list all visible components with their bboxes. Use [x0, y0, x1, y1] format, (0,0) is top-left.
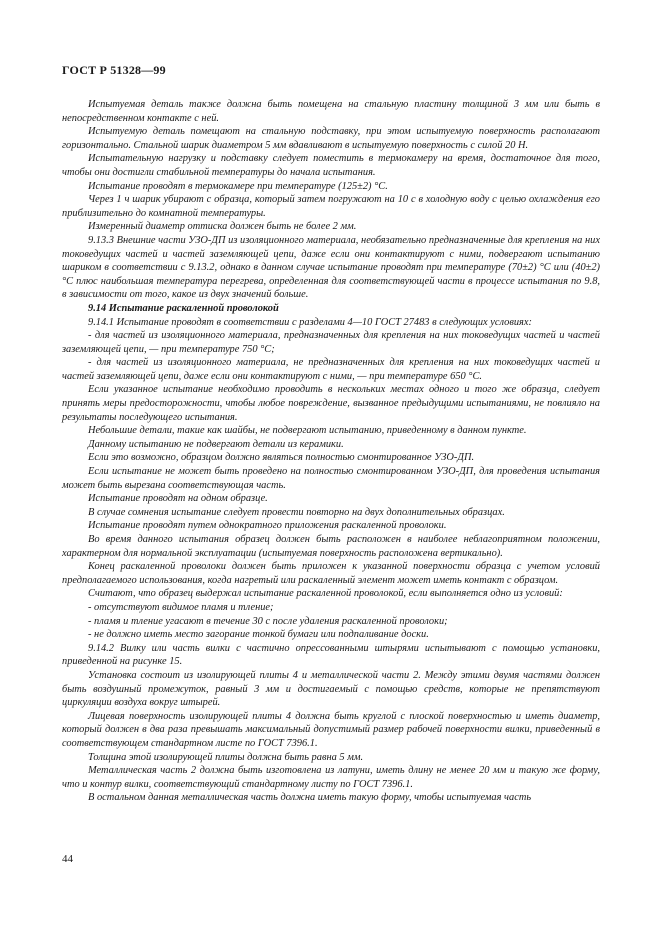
- paragraph: Испытание проводят на одном образце.: [88, 493, 268, 505]
- paragraph: Испытуемую деталь помещают на стальную подставку, при этом испытуемую поверхность располагают горизонтально. Стальной шарик диаметром 5 мм вдавливают в испытуемую поверхность с силой 20 Н.: [62, 126, 600, 151]
- document-header: ГОСТ Р 51328—99: [62, 63, 166, 77]
- paragraph: Измеренный диаметр оттиска должен быть не более 2 мм.: [88, 221, 357, 233]
- paragraph: Толщина этой изолирующей плиты должна быть равна 5 мм.: [88, 751, 364, 763]
- paragraph: Испытательную нагрузку и подставку следует поместить в термокамеру на время, достаточное для того, чтобы они достигли стабильной температуры до начала испытания.: [62, 153, 600, 178]
- paragraph: Если испытание не может быть проведено на полностью смонтированном УЗО-ДП, для проведения испытания может быть вырезана соответствующая часть.: [62, 466, 600, 491]
- body-text: [62, 98, 600, 805]
- list-item: - пламя и тление угасают в течение 30 с после удаления раскаленной проволоки;: [88, 615, 448, 627]
- paragraph: В остальном данная металлическая часть должна иметь такую форму, чтобы испытуемая часть: [88, 792, 532, 804]
- paragraph: Через 1 ч шарик убирают с образца, который затем погружают на 10 с в холодную воду с целью охлаждения его приблизительно до комнатной температуры.: [62, 194, 600, 219]
- paragraph: Испытание проводят в термокамере при температуре (125±2) °С.: [88, 180, 388, 192]
- paragraph: 9.14.1 Испытание проводят в соответствии с разделами 4—10 ГОСТ 27483 в следующих условиях:: [88, 316, 532, 328]
- list-item: - не должно иметь место загорание тонкой бумаги или подпаливание доски.: [88, 629, 429, 641]
- paragraph: Считают, что образец выдержал испытание раскаленной проволокой, если выполняется одно из условий:: [88, 588, 563, 600]
- list-item: - для частей из изоляционного материала, предназначенных для крепления на них токоведущих частей и частей заземляющей цепи, — при температуре 750 °С;: [62, 330, 600, 355]
- paragraph: Если это возможно, образцом должно являться полностью смонтированное УЗО-ДП.: [88, 452, 475, 464]
- paragraph: Если указанное испытание необходимо проводить в нескольких местах одного и того же образца, следует принять меры предосторожности, чтобы любое повреждение, вызванное предыдущими испытаниями, не повлияло на результаты последующего испытания.: [62, 384, 600, 423]
- paragraph: Конец раскаленной проволоки должен быть приложен к указанной поверхности образца с учетом условий предполагаемого использования, когда нагретый или раскаленный элемент может иметь контакт с образцом.: [62, 561, 600, 586]
- paragraph: Испытание проводят путем однократного приложения раскаленной проволоки.: [88, 520, 447, 532]
- paragraph: Установка состоит из изолирующей плиты 4 и металлической части 2. Между этими двумя частями должен быть воздушный промежуток, равный 3 мм и достигаемый с помощью средств, которые не препятствуют циркуляции воздуха вокруг штырей.: [62, 669, 600, 709]
- section-heading: 9.14 Испытание раскаленной проволокой: [88, 302, 279, 314]
- paragraph: Данному испытанию не подвергают детали из керамики.: [88, 438, 344, 450]
- paragraph: Небольшие детали, такие как шайбы, не подвергают испытанию, приведенному в данном пункте.: [88, 425, 527, 437]
- paragraph: Во время данного испытания образец должен быть расположен в наиболее неблагоприятном положении, характерном для нормальной эксплуатации (испытуемая поверхность расположена вертикально).: [62, 534, 600, 559]
- paragraph: Испытуемая деталь также должна быть помещена на стальную пластину толщиной 3 мм или быть в непосредственном контакте с ней.: [62, 99, 600, 124]
- paragraph: Лицевая поверхность изолирующей плиты 4 должна быть круглой с плоской поверхностью и иметь диаметр, который должен в два раза превышать максимальный допустимый размер рабочей поверхности вилки, приведенный в соответствующем стандартном листе по ГОСТ 7396.1.: [62, 710, 600, 749]
- list-item: - отсутствуют видимое пламя и тление;: [88, 601, 274, 613]
- paragraph: Металлическая часть 2 должна быть изготовлена из латуни, иметь длину не менее 20 мм и такую же форму, что и контур вилки, соответствующий стандартному листу по ГОСТ 7396.1.: [62, 765, 600, 790]
- page-number: 44: [62, 853, 73, 865]
- list-item: - для частей из изоляционного материала, не предназначенных для крепления на них токоведущих частей и частей заземляющей цепи, даже если они контактируют с ними, — при температуре 650 °С.: [62, 357, 600, 382]
- paragraph: В случае сомнения испытание следует провести повторно на двух дополнительных образцах.: [88, 506, 505, 518]
- paragraph: 9.14.2 Вилку или часть вилки с частично опрессованными штырями испытывают с помощью установки, приведенной на рисунке 15.: [62, 642, 600, 668]
- paragraph: 9.13.3 Внешние части УЗО-ДП из изоляционного материала, необязательно предназначенные для крепления на них токоведущих частей и частей заземляющей цепи, даже если они контактируют с ними, подвергают испытанию шариком в соответствии с 9.13.2, однако в данном случае испытание проводят при температуре (70±2) °С или (40±2) °С плюс наибольшая температура перегрева, определенная для соответствующей части в процессе испытания по 9.8, в зависимости от того, какое из двух значений больше.: [62, 234, 600, 301]
